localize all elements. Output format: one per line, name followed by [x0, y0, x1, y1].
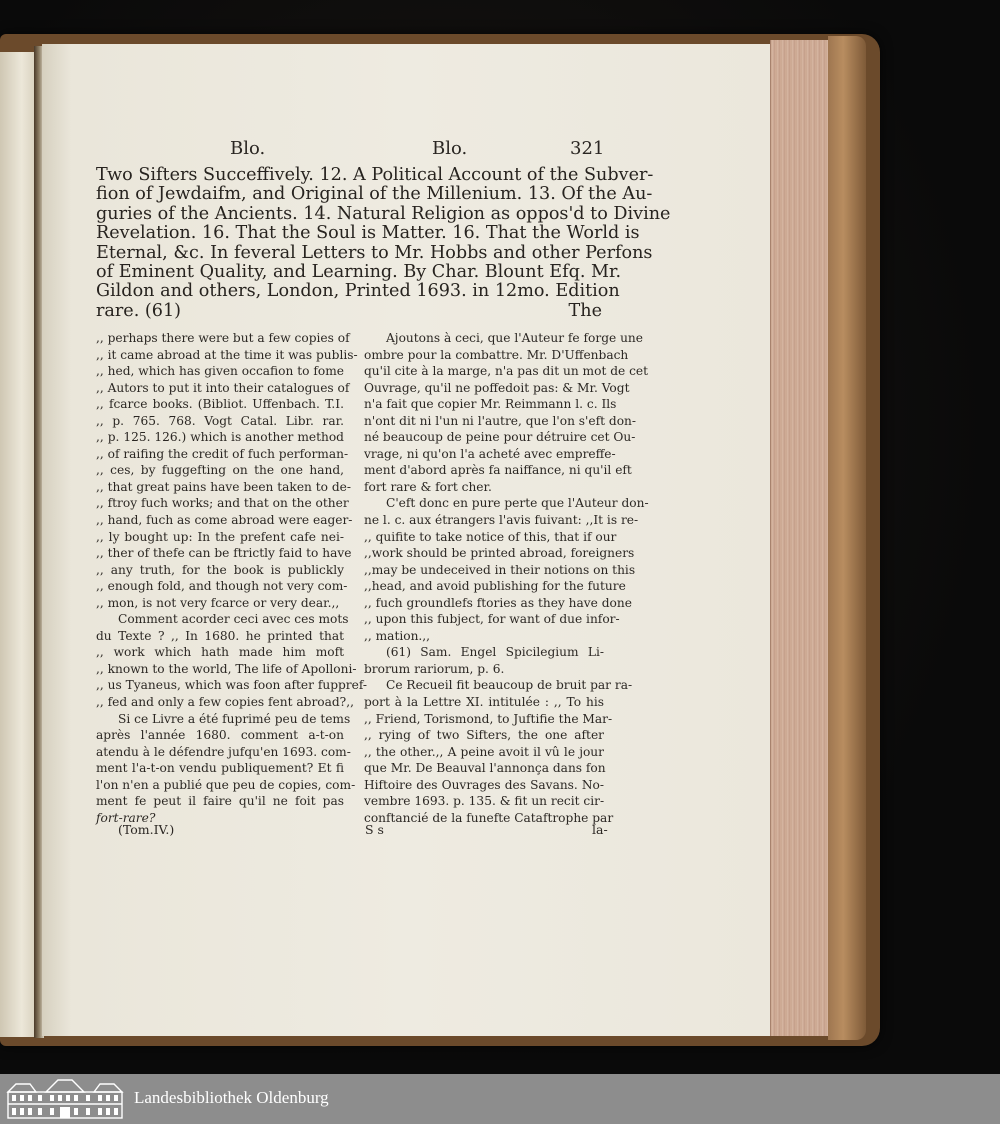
text-line: ,, fcarce books. (Bibliot. Uffenbach. T.I.	[96, 397, 344, 412]
title-line-end: rare. (61)	[96, 300, 182, 321]
title-line: Revelation. 16. That the Soul is Matter. 16. That the World is	[96, 223, 640, 244]
text-line: ,, upon this fubject, for want of due infor-	[364, 612, 620, 627]
text-line: vembre 1693. p. 135. & fit un recit cir-	[364, 794, 605, 809]
left-column	[96, 330, 368, 826]
text-line: ,, that great pains have been taken to de-	[96, 479, 351, 494]
text-line: Comment acorder ceci avec ces mots	[118, 612, 349, 627]
library-building-icon	[6, 1078, 124, 1120]
text-line: ,, us Tyaneus, which was foon after fuppref-	[96, 678, 368, 693]
title-line: Gildon and others, London, Printed 1693. in 12mo. Edition	[96, 281, 620, 302]
text-line: ,, of raifing the credit of fuch performan-	[96, 446, 349, 461]
text-line: ,,head, and avoid publishing for the future	[364, 579, 626, 594]
text-line: Ouvrage, qu'il ne poffedoit pas: & Mr. Vogt	[364, 380, 630, 395]
title-line: of Eminent Quality, and Learning. By Char. Blount Efq. Mr.	[96, 261, 622, 282]
text-line: ment l'a-t-on vendu publiquement? Et fi	[96, 761, 344, 776]
text-line: Ce Recueil fit beaucoup de bruit par ra-	[386, 678, 633, 693]
text-line: C'eft donc en pure perte que l'Auteur don-	[386, 496, 649, 511]
footnote-line: (61) Sam. Engel Spicilegium Li-	[386, 645, 604, 660]
text-line: fort-rare?	[96, 810, 156, 825]
text-line: port à la Lettre XI. intitulée : ,, To his	[364, 695, 604, 710]
text-line: ,, ftroy fuch works; and that on the other	[96, 496, 349, 511]
text-line: ,, enough fold, and though not very com-	[96, 579, 348, 594]
page-number: 321	[570, 138, 605, 159]
text-line: ,, ther of thefe can be ftrictly faid to have	[96, 546, 352, 561]
text-line: fort rare & fort cher.	[364, 479, 492, 494]
signature-mark: S s	[365, 822, 384, 837]
right-column	[364, 330, 649, 826]
text-line: ,, quifite to take notice of this, that if our	[364, 529, 617, 544]
text-line: ne l. c. aux étrangers l'avis fuivant: ,,It is re-	[364, 513, 639, 528]
title-line: guries of the Ancients. 14. Natural Religion as oppos'd to Divine	[96, 203, 671, 224]
text-line: ,, it came abroad at the time it was publis-	[96, 347, 358, 362]
text-line: ,, hand, fuch as come abroad were eager-	[96, 513, 353, 528]
text-line: atendu à le défendre jufqu'en 1693. com-	[96, 744, 351, 759]
volume-marker: (Tom.IV.)	[118, 822, 175, 837]
text-line: ,, rying of two Sifters, the one after	[364, 728, 604, 743]
text-line: ,, any truth, for the book is publickly	[96, 562, 344, 577]
text-line: ,, fuch groundlefs ftories as they have done	[364, 595, 632, 610]
text-line: ,, hed, which has given occafion to fome	[96, 364, 344, 379]
text-line: du Texte ? ,, In 1680. he printed that	[96, 628, 344, 643]
footnote-line: brorum rariorum, p. 6.	[364, 661, 505, 676]
text-line: après l'année 1680. comment a-t-on	[96, 728, 344, 743]
text-line: ment d'abord après fa naiffance, ni qu'il eft	[364, 463, 632, 478]
text-line: ,, perhaps there were but a few copies of	[96, 331, 350, 345]
text-line: ,, fed and only a few copies fent abroad?,,	[96, 695, 354, 710]
text-line: que Mr. De Beauval l'annonça dans fon	[364, 761, 606, 776]
title-line: Eternal, &c. In feveral Letters to Mr. Hobbs and other Perfons	[96, 242, 653, 263]
text-line: ,,work should be printed abroad, foreigners	[364, 546, 635, 561]
text-line: ,, mation.,,	[364, 628, 431, 643]
text-line: Ajoutons à ceci, que l'Auteur fe forge une	[386, 331, 643, 345]
text-line: né beaucoup de peine pour détruire cet Ou-	[364, 430, 636, 445]
text-line: qu'il cite à la marge, n'a pas dit un mot de cet	[364, 364, 649, 379]
text-line: conftancié de la funefte Cataftrophe par	[364, 810, 614, 825]
text-line: ,, p. 125. 126.) which is another method	[96, 430, 344, 445]
text-line: ,, p. 765. 768. Vogt Catal. Libr. rar.	[96, 413, 344, 428]
catchword-header: The	[568, 300, 602, 321]
text-line: Si ce Livre a été fuprimé peu de tems	[118, 711, 351, 726]
text-line: ,, Friend, Torismond, to Juftifie the Mar-	[364, 711, 613, 726]
running-head-center: Blo.	[432, 138, 468, 159]
text-line: ,, ces, by fuggefting on the one hand,	[96, 463, 344, 478]
text-line: ,, Autors to put it into their catalogues of	[96, 380, 350, 395]
title-line: fion of Jewdaifm, and Original of the Millenium. 13. Of the Au-	[96, 184, 653, 205]
text-line: ,, known to the world, The life of Apolloni-	[96, 661, 357, 676]
running-head-left: Blo.	[230, 138, 266, 159]
text-line: ment fe peut il faire qu'il ne foit pas	[96, 794, 344, 809]
text-line: l'on n'en a publié que peu de copies, com-	[96, 777, 356, 792]
text-line: n'a fait que copier Mr. Reimmann l. c. Ils	[364, 397, 617, 412]
text-line: vrage, ni qu'on l'a acheté avec empreffe-	[364, 446, 616, 461]
text-line: ,,may be undeceived in their notions on this	[364, 562, 636, 577]
text-line: ,, work which hath made him moft	[96, 645, 344, 660]
library-footer-bar	[0, 1074, 1000, 1124]
text-line: ,, mon, is not very fcarce or very dear.,,	[96, 595, 340, 610]
cover-edge	[828, 36, 866, 1040]
catchword-bottom: la-	[592, 822, 608, 837]
title-line	[96, 302, 602, 321]
page-edges	[770, 40, 829, 1036]
text-line: ombre pour la combattre. Mr. D'Uffenbach	[364, 347, 629, 362]
text-line: n'ont dit ni l'un ni l'autre, que l'on s'eft don-	[364, 413, 636, 428]
text-line: ,, the other.,, A peine avoit il vû le jour	[364, 744, 604, 759]
text-line: Hiftoire des Ouvrages des Savans. No-	[364, 777, 604, 792]
text-line: ,, ly bought up: In the prefent cafe nei-	[96, 529, 344, 544]
library-name: Landesbibliothek Oldenburg	[134, 1088, 329, 1107]
title-entry	[96, 165, 671, 321]
title-line: Two Sifters Succeffively. 12. A Political Account of the Subver-	[96, 165, 654, 185]
left-page-sliver	[0, 52, 37, 1037]
